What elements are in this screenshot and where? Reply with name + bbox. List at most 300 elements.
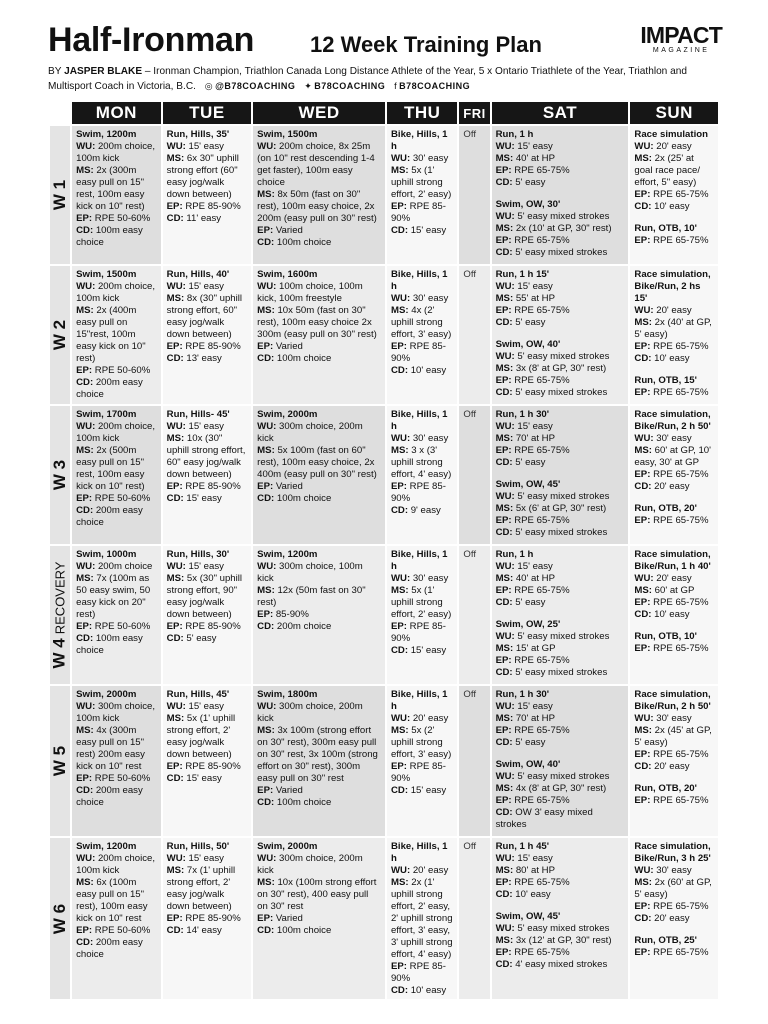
segment-key: MS:: [634, 317, 652, 328]
segment-text: 14' easy: [186, 925, 222, 936]
workout-line: [496, 771, 625, 783]
segment-key: EP:: [495, 795, 512, 806]
segment-key: WU:: [166, 421, 186, 432]
segment-key: WU:: [495, 853, 515, 864]
workout-title: Swim, 1500m: [257, 129, 318, 140]
workout-title: Swim, 1600m: [257, 269, 318, 280]
workout-line: [76, 305, 157, 365]
segment-key: EP:: [495, 725, 512, 736]
segment-text: 30' easy: [656, 713, 692, 724]
workout-title: Race simulation, Bike/Run, 2 hs 15': [634, 269, 711, 304]
segment-text: Run, OTB, 20': [634, 783, 697, 794]
workout-title: [496, 911, 625, 923]
segment-text: RPE 65-75%: [653, 749, 709, 760]
week-label-cell: [50, 546, 70, 684]
workout-line: [391, 341, 453, 365]
workout-cell-fri: [459, 546, 489, 684]
segment-text: 300m choice, 100m kick: [257, 561, 363, 584]
social-instagram[interactable]: [205, 79, 296, 94]
segment-key: EP:: [257, 341, 274, 352]
workout-line: [496, 667, 625, 679]
day-header-mon: MON: [72, 102, 161, 124]
segment-text: 20' easy: [412, 713, 449, 724]
segment-key: MS:: [495, 783, 514, 794]
segment-text: 15' easy: [186, 773, 222, 784]
segment-key: WU:: [257, 561, 277, 572]
segment-text: RPE 65-75%: [514, 235, 570, 246]
segment-key: CD:: [257, 493, 275, 504]
workout-title: Swim, 1000m: [76, 549, 137, 560]
week-number: W 6: [50, 903, 70, 934]
segment-text: Varied: [275, 225, 303, 236]
impact-magazine-logo: [640, 24, 722, 54]
workout-line: [257, 281, 381, 305]
workout-line: [391, 645, 453, 657]
segment-key: CD:: [495, 317, 513, 328]
workout-line: [634, 433, 714, 445]
workout-line: [496, 889, 625, 901]
segment-text: Run, OTB, 20': [634, 503, 697, 514]
segment-text: 30' easy: [656, 865, 692, 876]
segment-text: RPE 50-60%: [94, 621, 151, 632]
workout-line: [496, 141, 625, 153]
workout-line: [496, 281, 625, 293]
week-label-cell: [50, 126, 70, 264]
workout-line: [76, 505, 157, 529]
workout-line: [496, 737, 625, 749]
segment-key: WU:: [166, 701, 186, 712]
segment-key: MS:: [257, 725, 275, 736]
segment-key: MS:: [390, 165, 409, 176]
segment-key: MS:: [166, 713, 185, 724]
segment-text: 10' easy: [515, 889, 551, 900]
segment-text: 15' easy: [188, 281, 224, 292]
week-label-cell: [50, 686, 70, 836]
page-title: Half-Ironman: [48, 21, 255, 59]
workout-title: Run, Hills, 50': [166, 841, 230, 852]
workout-line: [391, 305, 453, 341]
segment-key: MS:: [634, 725, 652, 736]
segment-key: MS:: [166, 433, 185, 444]
segment-text: 8x 50m (fast on 30" rest), 100m easy choice, 2x 200m (easy pull on 30" rest): [257, 189, 377, 224]
workout-line: [634, 877, 714, 901]
segment-text: RPE 85-90%: [390, 961, 446, 984]
workout-line: [634, 387, 714, 399]
segment-text: 5' easy mixed strokes: [515, 387, 608, 398]
day-header-fri: FRI: [459, 102, 489, 124]
workout-line: [167, 421, 248, 433]
segment-text: 100m choice: [276, 353, 332, 364]
workout-line: [496, 503, 625, 515]
segment-key: EP:: [634, 597, 651, 608]
workout-line: [167, 141, 248, 153]
segment-key: WU:: [76, 281, 96, 292]
workout-line: [257, 701, 381, 725]
segment-key: CD:: [495, 807, 513, 818]
segment-text: 200m choice: [276, 621, 332, 632]
workout-title: Run, Hills, 35': [166, 129, 230, 140]
workout-line: [167, 433, 248, 481]
segment-key: MS:: [634, 445, 652, 456]
segment-key: WU:: [166, 853, 186, 864]
segment-text: 60' at GP: [654, 585, 695, 596]
workout-line: [496, 807, 625, 831]
workout-line: [76, 725, 157, 773]
segment-text: 5' easy: [515, 457, 546, 468]
workout-line: [391, 985, 453, 997]
segment-key: CD:: [390, 505, 409, 516]
workout-cell-wed: [253, 406, 385, 544]
week-row: [50, 406, 718, 544]
workout-line: [391, 433, 453, 445]
week-label-cell: [50, 838, 70, 999]
workout-cell-sun: [630, 838, 718, 999]
day-header-tue: TUE: [163, 102, 252, 124]
segment-text: RPE 85-90%: [185, 913, 241, 924]
workout-line: [167, 853, 248, 865]
spacer: [496, 901, 625, 911]
workout-title: [634, 631, 714, 643]
segment-text: 7x (1' uphill strong effort, 2' easy jog/walk down between): [166, 865, 236, 912]
segment-key: CD:: [495, 889, 513, 900]
recovery-label: RECOVERY: [52, 561, 68, 635]
segment-key: MS:: [495, 223, 514, 234]
workout-line: [634, 865, 714, 877]
segment-key: EP:: [257, 913, 274, 924]
segment-text: 20' easy: [656, 141, 692, 152]
workout-line: [167, 925, 248, 937]
segment-text: 55' at HP: [515, 293, 555, 304]
workout-title: Bike, Hills, 1 h: [390, 409, 448, 432]
segment-key: MS:: [257, 585, 275, 596]
workout-cell-sat: [492, 686, 629, 836]
segment-text: 15' easy: [410, 785, 447, 796]
workout-line: [257, 421, 381, 445]
day-header-sun: SUN: [630, 102, 718, 124]
segment-key: MS:: [390, 585, 409, 596]
segment-text: 4x (8' at GP, 30" rest): [515, 783, 607, 794]
workout-line: [634, 141, 714, 153]
workout-line: [76, 773, 157, 785]
segment-key: WU:: [390, 153, 411, 164]
segment-key: EP:: [495, 947, 512, 958]
workout-line: [257, 853, 381, 877]
workout-line: [391, 165, 453, 201]
segment-key: EP:: [390, 961, 407, 972]
segment-key: CD:: [257, 353, 275, 364]
segment-text: 5' easy mixed strokes: [517, 211, 610, 222]
spacer: [496, 329, 625, 339]
workout-line: [257, 561, 381, 585]
spacer: [634, 365, 714, 375]
segment-key: EP:: [634, 643, 651, 654]
workout-title: Run, 1 h 15': [495, 269, 550, 280]
segment-text: 10x (100m strong effort on 30" rest), 400 easy pull on 30" rest: [257, 877, 377, 912]
segment-key: MS:: [76, 573, 94, 584]
workout-line: [257, 609, 381, 621]
workout-line: [76, 937, 157, 961]
segment-key: CD:: [495, 177, 513, 188]
segment-text: 5' easy: [515, 597, 546, 608]
segment-text: Run, OTB, 10': [634, 631, 697, 642]
workout-line: [167, 561, 248, 573]
workout-title: Swim, 1700m: [76, 409, 137, 420]
workout-line: [167, 633, 248, 645]
segment-text: 3 x (3' uphill strong effort, 4' easy): [390, 445, 452, 480]
segment-text: 15' easy: [188, 701, 224, 712]
segment-key: MS:: [76, 165, 94, 176]
workout-line: [257, 621, 381, 633]
workout-line: [391, 153, 453, 165]
segment-key: CD:: [166, 353, 184, 364]
spacer: [496, 189, 625, 199]
segment-key: MS:: [495, 935, 514, 946]
segment-text: RPE 65-75%: [514, 725, 570, 736]
segment-key: WU:: [495, 631, 515, 642]
segment-key: CD:: [166, 493, 184, 504]
spacer: [634, 621, 714, 631]
segment-text: RPE 65-75%: [653, 189, 709, 200]
segment-text: RPE 65-75%: [653, 795, 709, 806]
workout-line: [496, 585, 625, 597]
segment-text: RPE 85-90%: [390, 481, 446, 504]
workout-title: Swim, 1500m: [76, 269, 137, 280]
segment-text: RPE 65-75%: [653, 597, 709, 608]
workout-line: [391, 481, 453, 505]
segment-key: CD:: [390, 985, 409, 996]
segment-key: EP:: [166, 341, 183, 352]
workout-line: [496, 795, 625, 807]
segment-key: CD:: [76, 633, 94, 644]
byline: [48, 64, 728, 94]
segment-key: WU:: [495, 421, 515, 432]
segment-key: CD:: [76, 225, 94, 236]
segment-text: 70' at HP: [515, 433, 555, 444]
page-subtitle: 12 Week Training Plan: [310, 32, 542, 57]
workout-cell-sun: [630, 686, 718, 836]
plan-body: [50, 126, 718, 999]
social-facebook[interactable]: [394, 79, 470, 94]
segment-key: MS:: [257, 445, 275, 456]
workout-line: [391, 961, 453, 985]
segment-text: 4x (2' uphill strong effort, 3' easy): [390, 305, 452, 340]
segment-key: EP:: [495, 305, 512, 316]
segment-key: EP:: [634, 235, 651, 246]
segment-text: 8x (30" uphill strong effort, 60" easy jog/walk down between): [166, 293, 243, 340]
spacer: [496, 469, 625, 479]
week-label: [50, 319, 70, 351]
segment-text: 10x (30" uphill strong effort, 60" easy jog/walk down between): [166, 433, 246, 480]
workout-line: [167, 293, 248, 341]
workout-line: [496, 177, 625, 189]
workout-line: [76, 377, 157, 401]
segment-text: RPE 65-75%: [653, 901, 709, 912]
segment-key: EP:: [166, 913, 183, 924]
workout-line: [634, 353, 714, 365]
week-label: [50, 745, 70, 777]
byline-prefix: BY: [48, 66, 62, 77]
workout-line: [391, 865, 453, 877]
segment-key: MS:: [495, 503, 514, 514]
segment-key: MS:: [495, 573, 514, 584]
workout-title: Swim, 2000m: [257, 841, 318, 852]
workout-line: [463, 409, 485, 421]
segment-text: 10' easy: [654, 609, 690, 620]
workout-line: [391, 225, 453, 237]
workout-title: Race simulation, Bike/Run, 2 h 50': [634, 689, 711, 712]
segment-key: EP:: [634, 515, 651, 526]
workout-title: [634, 783, 714, 795]
segment-key: CD:: [495, 737, 513, 748]
workout-line: [391, 621, 453, 645]
segment-text: RPE 65-75%: [514, 445, 570, 456]
workout-line: [76, 213, 157, 225]
segment-text: Varied: [275, 341, 303, 352]
segment-key: MS:: [166, 293, 185, 304]
segment-text: 4' easy mixed strokes: [515, 959, 608, 970]
segment-key: EP:: [495, 655, 512, 666]
segment-key: WU:: [495, 141, 515, 152]
workout-line: [496, 235, 625, 247]
segment-text: 20' easy: [656, 305, 692, 316]
spacer: [634, 493, 714, 503]
workout-cell-mon: [72, 126, 161, 264]
segment-text: 200m choice, 100m kick: [76, 853, 156, 876]
workout-cell-mon: [72, 406, 161, 544]
workout-line: [496, 643, 625, 655]
segment-text: Swim, OW, 30': [495, 199, 561, 210]
workout-line: [167, 865, 248, 913]
segment-text: 80' at HP: [515, 865, 555, 876]
workout-line: [167, 713, 248, 761]
segment-key: WU:: [76, 701, 96, 712]
segment-text: 4x (300m easy pull on 15" rest) 200m easy kick on 10" rest: [76, 725, 145, 772]
workout-cell-fri: [459, 126, 489, 264]
workout-line: [463, 549, 485, 561]
workout-line: [634, 749, 714, 761]
segment-text: 20' easy: [412, 865, 449, 876]
segment-key: MS:: [390, 877, 409, 888]
workout-title: Race simulation: [634, 129, 708, 140]
segment-text: RPE 50-60%: [94, 493, 151, 504]
segment-key: CD:: [76, 785, 94, 796]
segment-text: 10' easy: [410, 365, 447, 376]
segment-key: EP:: [390, 341, 407, 352]
workout-line: [496, 865, 625, 877]
segment-key: CD:: [390, 645, 409, 656]
workout-title: Swim, 1200m: [76, 129, 137, 140]
segment-text: 5' easy mixed strokes: [517, 631, 610, 642]
workout-cell-mon: [72, 838, 161, 999]
segment-key: CD:: [634, 609, 652, 620]
segment-text: 10x 50m (fast on 30" rest), 100m easy choice 2x 300m (easy pull on 30" rest): [257, 305, 377, 340]
segment-key: MS:: [166, 865, 185, 876]
segment-text: RPE 50-60%: [94, 773, 151, 784]
workout-title: Swim, 1200m: [76, 841, 137, 852]
segment-text: 15' at GP: [515, 643, 556, 654]
segment-text: RPE 50-60%: [94, 213, 151, 224]
segment-key: CD:: [634, 761, 652, 772]
segment-key: EP:: [634, 749, 651, 760]
segment-text: RPE 65-75%: [514, 515, 570, 526]
workout-line: [496, 573, 625, 585]
segment-key: WU:: [390, 433, 411, 444]
author-credentials: – Ironman Champion, Triathlon Canada Long Distance Athlete of the Year, 5 x Ontario Triathlete of the Year, Triathlon and Multisport Coach in Victoria, B.C.: [48, 66, 687, 92]
workout-line: [634, 643, 714, 655]
workout-line: [463, 841, 485, 853]
workout-line: [496, 153, 625, 165]
segment-text: 2x (10' at GP, 30" rest): [515, 223, 612, 234]
workout-line: [167, 281, 248, 293]
segment-key: WU:: [495, 351, 515, 362]
workout-line: [76, 853, 157, 877]
workout-line: [496, 947, 625, 959]
segment-key: MS:: [166, 573, 185, 584]
week-label: [50, 903, 70, 934]
week-number: W 3: [50, 459, 70, 491]
segment-text: 40' at HP: [515, 573, 555, 584]
workout-title: Run, 1 h 45': [495, 841, 550, 852]
segment-key: WU:: [76, 141, 96, 152]
segment-text: 15' easy: [517, 701, 553, 712]
workout-line: [76, 421, 157, 445]
workout-line: [167, 773, 248, 785]
segment-text: RPE 85-90%: [390, 621, 446, 644]
segment-text: Varied: [275, 785, 303, 796]
social-twitter[interactable]: [304, 79, 385, 94]
workout-line: [76, 701, 157, 725]
twitter-icon: ✦: [304, 81, 313, 91]
segment-text: 10' easy: [654, 201, 690, 212]
workout-line: [496, 305, 625, 317]
segment-key: WU:: [76, 853, 96, 864]
workout-line: [463, 129, 485, 141]
workout-line: [496, 445, 625, 457]
segment-key: MS:: [257, 305, 275, 316]
social-handle: B78COACHING: [399, 81, 471, 91]
segment-key: EP:: [76, 621, 93, 632]
segment-text: RPE 85-90%: [185, 761, 241, 772]
segment-key: EP:: [390, 201, 407, 212]
segment-text: 30' easy: [412, 433, 449, 444]
segment-key: MS:: [390, 445, 409, 456]
segment-key: CD:: [634, 201, 652, 212]
workout-line: [257, 341, 381, 353]
workout-line: [496, 491, 625, 503]
workout-cell-thu: [387, 126, 457, 264]
workout-line: [76, 281, 157, 305]
workout-line: [257, 725, 381, 785]
workout-title: Run, 1 h 30': [495, 689, 550, 700]
segment-text: 200m choice, 100m kick: [76, 281, 156, 304]
segment-key: WU:: [495, 561, 515, 572]
workout-title: Swim, 2000m: [257, 409, 318, 420]
workout-line: [496, 725, 625, 737]
segment-text: Off: [463, 269, 477, 280]
segment-text: Off: [463, 549, 477, 560]
workout-line: [257, 141, 381, 189]
segment-key: WU:: [390, 713, 411, 724]
segment-key: CD:: [390, 365, 409, 376]
workout-line: [391, 573, 453, 585]
workout-line: [167, 153, 248, 201]
segment-text: 15' easy: [188, 853, 224, 864]
workout-line: [496, 923, 625, 935]
week-label-cell: [50, 406, 70, 544]
segment-key: EP:: [495, 165, 512, 176]
workout-line: [634, 317, 714, 341]
workout-line: [634, 947, 714, 959]
